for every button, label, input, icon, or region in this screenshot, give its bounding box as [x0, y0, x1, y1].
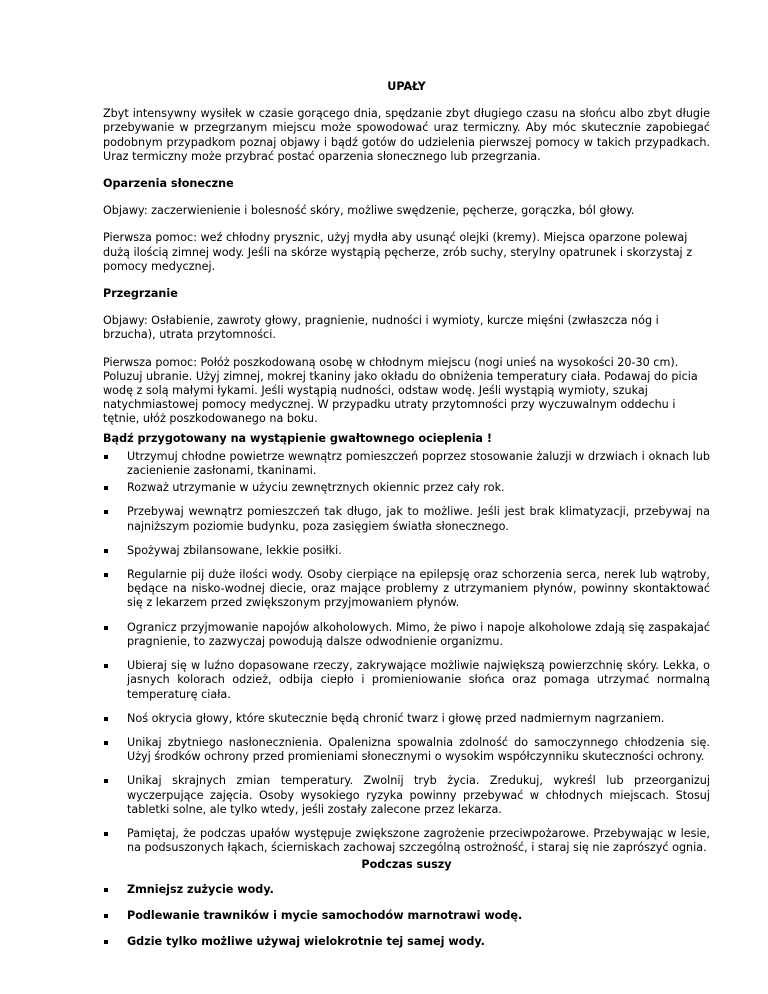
bullet-icon — [104, 717, 108, 721]
drought-list — [103, 883, 710, 950]
list-item-text: Utrzymuj chłodne powietrze wewnątrz pomieszczeń poprzez stosowanie żaluzji w drzwiach i oknach lub zacienienie zasłonami, tkaninami. — [127, 449, 710, 478]
overheating-heading: Przegrzanie — [103, 287, 178, 301]
bullet-icon — [104, 486, 108, 490]
sunburn-first-aid: Pierwsza pomoc: weź chłodny prysznic, użyj mydła aby usunąć olejki (kremy). Miejsca oparzone polewaj dużą ilością zimnej wody. Jeśli na skórze wystąpią pęcherze, zrób suchy, sterylny opatrunek i skorzystaj z pomocy medycznej. — [103, 231, 693, 273]
bullet-icon — [104, 888, 108, 892]
bullet-icon — [104, 573, 108, 577]
list-item — [103, 712, 710, 726]
list-item-text: Zmniejsz zużycie wody. — [127, 882, 274, 896]
list-item-text: Regularnie pij duże ilości wody. Osoby cierpiące na epilepsję oraz schorzenia serca, nerek lub wątroby, będące na nisko-wodnej diecie, oraz mające problemy z utrzymaniem płynów, powinny skontaktować się z lekarzem przed zwiększonym przyjmowaniem płynów. — [127, 568, 710, 610]
bullet-icon — [104, 664, 108, 668]
list-item-text: Noś okrycia głowy, które skutecznie będą chronić twarz i głowę przed nadmiernym nagrzaniem. — [127, 711, 665, 725]
intro-paragraph: Zbyt intensywny wysiłek w czasie gorącego dnia, spędzanie zbyt długiego czasu na słońcu albo zbyt długie przebywanie w przegrzanym miejscu może spowodować uraz termiczny. Aby móc skutecznie zapobiegać podobnym przypadkom poznaj objawy i bądź gotów do udzielenia pierwszej pomocy w takich przypadkach. Uraz termiczny może przybrać postać oparzenia słonecznego lub przegrzania. — [103, 107, 710, 163]
overheating-first-aid: Pierwsza pomoc: Połóż poszkodowaną osobę w chłodnym miejscu (nogi unieś na wysokości 20-30 cm). Poluzuj ubranie. Użyj zimnej, mokrej tkaniny jako okładu do obniżenia temperatury ciała. Podawaj do picia wodę z solą małymi łykami. Jeśli wystąpią nudności, odstaw wodę. Jeśli wystąpią wymioty, szukaj natychmiastowej pomocy medycznej. W przypadku utraty przytomności przy wyczuwalnym oddechu i tętnie, ułóż poszkodowanego na boku. — [103, 355, 698, 426]
list-item-text: Podlewanie trawników i mycie samochodów marnotrawi wodę. — [127, 908, 523, 922]
prepare-heading: Bądź przygotowany na wystąpienie gwałtownego ocieplenia ! — [103, 431, 492, 445]
list-item — [103, 621, 710, 649]
list-item — [103, 883, 710, 897]
bullet-icon — [104, 510, 108, 514]
list-item-text: Unikaj skrajnych zmian temperatury. Zwolnij tryb życia. Zredukuj, wykreśl lub przeorganizuj wyczerpujące zajęcia. Osoby wysokiego ryzyka powinny przebywać w chłodnych miejscach. Stosuj tabletki solne, ale tylko wtedy, jeśli zostały zalecone przez lekarza. — [127, 774, 710, 816]
bullet-icon — [104, 549, 108, 553]
list-item — [103, 736, 710, 764]
sunburn-symptoms: Objawy: zaczerwienienie i bolesność skóry, możliwe swędzenie, pęcherze, gorączka, ból głowy. — [103, 204, 635, 218]
bullet-icon — [104, 779, 108, 783]
document-title: UPAŁY — [387, 80, 426, 93]
list-item — [103, 481, 710, 495]
sunburn-heading: Oparzenia słoneczne — [103, 177, 234, 191]
list-item-text: Ubieraj się w luźno dopasowane rzeczy, zakrywające możliwie największą powierzchnię skóry. Lekka, o jasnych kolorach odzież, odbija ciepło i promieniowanie słońca oraz pomaga utrzymać normalną temperaturę ciała. — [127, 659, 710, 701]
bullet-icon — [104, 455, 108, 459]
list-item — [103, 774, 710, 817]
bullet-icon — [104, 626, 108, 630]
list-item-text: Unikaj zbytniego nasłonecznienia. Opalenizna spowalnia zdolność do samoczynnego chłodzenia się. Użyj środków ochrony przed promieniami słonecznymi o wysokim współczynniku skuteczności ochrony. — [127, 735, 710, 764]
list-item — [103, 505, 710, 533]
list-item — [103, 827, 710, 855]
list-item-text: Pamiętaj, że podczas upałów występuje zwiększone zagrożenie przeciwpożarowe. Przebywając w lesie, na podsuszonych łąkach, ścierniskach zachowaj szczególną ostrożność, i staraj się nie zaprószyć ognia. — [127, 826, 710, 855]
overheating-symptoms: Objawy: Osłabienie, zawroty głowy, pragnienie, nudności i wymioty, kurcze mięśni (zwłaszcza nóg i brzucha), utrata przytomności. — [103, 314, 659, 342]
list-item — [103, 909, 710, 923]
list-item — [103, 935, 710, 949]
bullet-icon — [104, 741, 108, 745]
list-item-text: Przebywaj wewnątrz pomieszczeń tak długo, jak to możliwe. Jeśli jest brak klimatyzacji, przebywaj na najniższym poziomie budynku, poza zasięgiem światła słonecznego. — [127, 505, 710, 533]
list-item — [103, 659, 710, 702]
bullet-icon — [104, 832, 108, 836]
list-item-text: Ogranicz przyjmowanie napojów alkoholowych. Mimo, że piwo i napoje alkoholowe zdają się zaspakajać pragnienie, to zazwyczaj powodują dalsze odwodnienie organizmu. — [127, 620, 710, 648]
list-item — [103, 544, 710, 558]
document-page — [103, 80, 710, 961]
list-item — [103, 568, 710, 611]
list-item — [103, 450, 710, 478]
list-item-text: Gdzie tylko możliwe używaj wielokrotnie tej samej wody. — [127, 934, 485, 948]
bullet-icon — [104, 914, 108, 918]
prepare-list — [103, 450, 710, 855]
list-item-text: Spożywaj zbilansowane, lekkie posiłki. — [127, 543, 342, 557]
drought-heading: Podczas suszy — [361, 858, 452, 872]
bullet-icon — [104, 940, 108, 944]
list-item-text: Rozważ utrzymanie w użyciu zewnętrznych okiennic przez cały rok. — [127, 481, 505, 495]
